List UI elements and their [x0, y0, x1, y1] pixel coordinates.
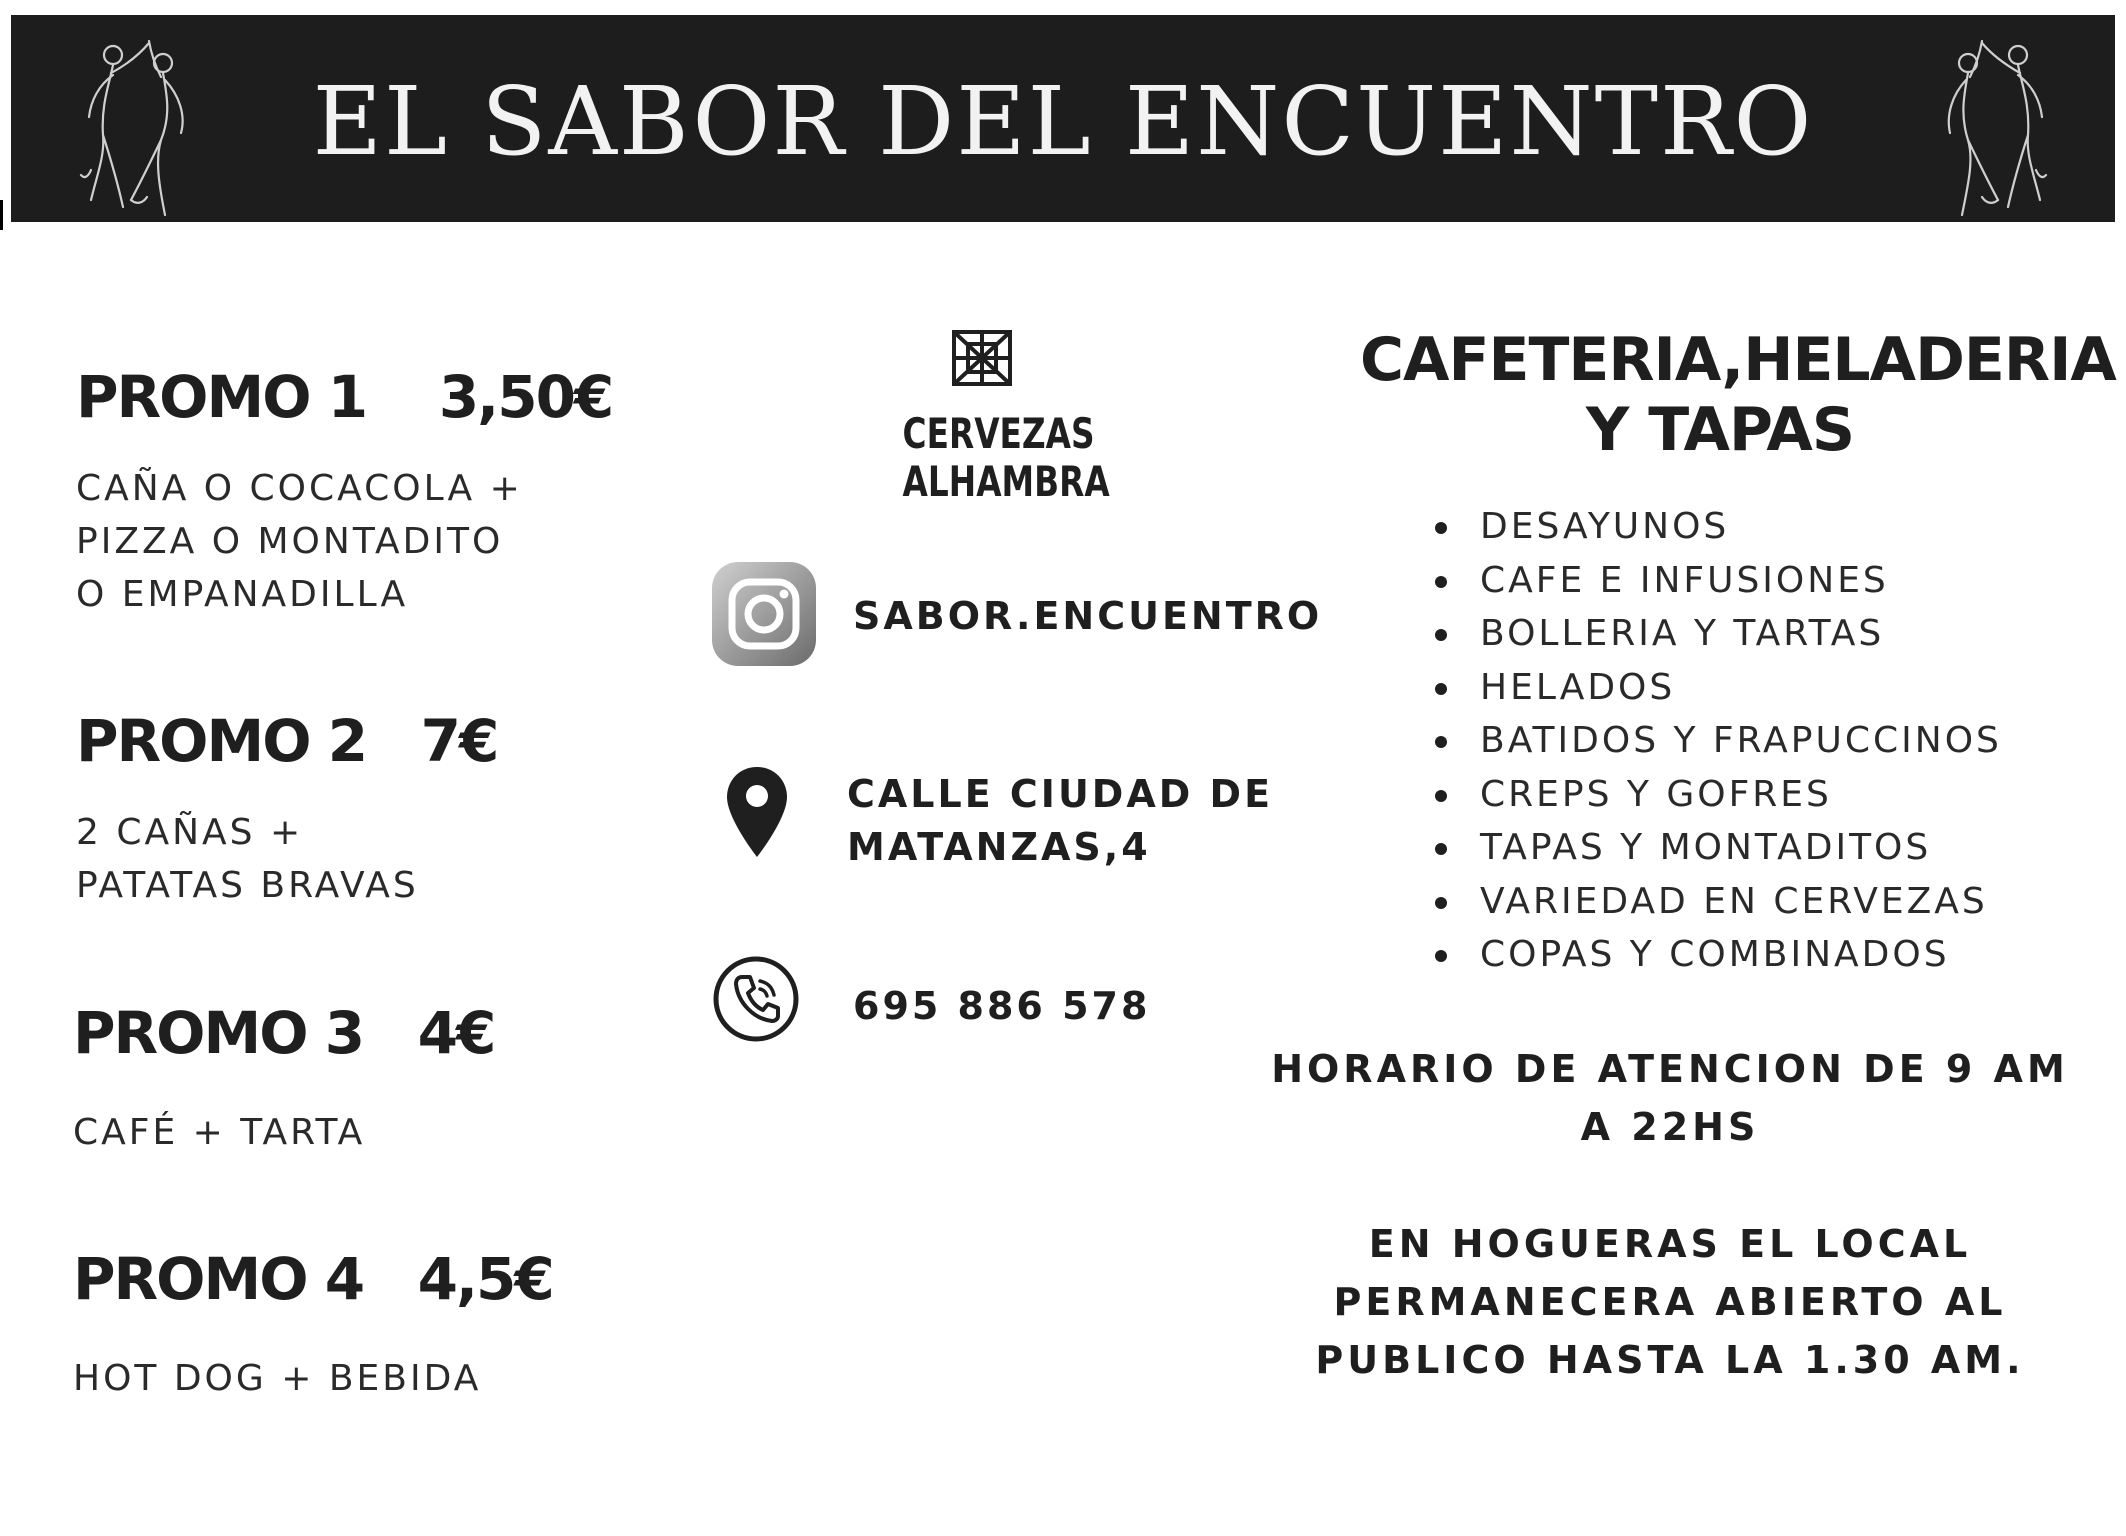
header-banner: [11, 15, 2115, 222]
services-list: [1430, 500, 2002, 982]
promo-2: [76, 707, 498, 912]
address-text: CALLE CIUDAD DE MATANZAS,4: [847, 772, 1274, 869]
service-label: CREPS Y GOFRES: [1480, 773, 1832, 815]
brand-name: CERVEZAS ALHAMBRA: [902, 409, 1110, 506]
list-item: [1430, 875, 2002, 929]
promo-3: [73, 999, 495, 1159]
banner-title: EL SABOR DEL ENCUENTRO: [312, 67, 1814, 177]
bullet-icon: [1435, 843, 1447, 855]
promo-title: PROMO 1 3,50€: [76, 363, 613, 431]
promo-title: PROMO 2 7€: [76, 707, 498, 775]
service-label: BOLLERIA Y TARTAS: [1480, 613, 1885, 654]
promo-title: PROMO 4 4,5€: [73, 1245, 553, 1313]
bullet-icon: [1435, 736, 1447, 748]
instagram-handle[interactable]: SABOR.ENCUENTRO: [853, 594, 1323, 638]
service-label: DESAYUNOS: [1480, 506, 1730, 547]
promo-description: CAÑA O COCACOLA + PIZZA O MONTADITO O EMPANADILLA: [76, 468, 523, 615]
list-item: [1430, 714, 2002, 768]
promo-description: 2 CAÑAS + PATATAS BRAVAS: [76, 812, 419, 906]
list-item: [1430, 928, 2002, 982]
bullet-icon: [1435, 950, 1447, 962]
services-heading: CAFETERIA,HELADERIA Y TAPAS: [1360, 325, 2116, 465]
alhambra-ornament-icon: [950, 328, 1014, 388]
promo-1: [76, 363, 613, 621]
bullet-icon: [1435, 576, 1447, 588]
bullet-icon: [1435, 897, 1447, 909]
bullet-icon: [1435, 683, 1447, 695]
list-item: [1430, 607, 2002, 661]
list-item: [1430, 554, 2002, 608]
service-label: COPAS Y COMBINADOS: [1480, 934, 1950, 975]
service-label: HELADOS: [1480, 666, 1676, 708]
phone-number[interactable]: 695 886 578: [853, 984, 1151, 1028]
promo-4: [73, 1245, 553, 1405]
schedule-text: HORARIO DE ATENCION DE 9 AM A 22HS: [1271, 1047, 2069, 1149]
phone-icon[interactable]: [712, 955, 800, 1043]
promo-description: CAFÉ + TARTA: [73, 1112, 366, 1153]
list-item: [1430, 768, 2002, 822]
instagram-icon[interactable]: [712, 562, 816, 666]
service-label: BATIDOS Y FRAPUCCINOS: [1480, 720, 2002, 761]
promo-title: PROMO 3 4€: [73, 999, 495, 1067]
list-item: [1430, 500, 2002, 554]
hogueras-notice: EN HOGUERAS EL LOCAL PERMANECERA ABIERTO AL PUBLICO HASTA LA 1.30 AM.: [1315, 1222, 2025, 1382]
dancers-illustration-right: [1906, 25, 2076, 225]
bullet-icon: [1435, 629, 1447, 641]
page-edge-mark: [0, 200, 3, 230]
bullet-icon: [1435, 790, 1447, 802]
list-item: [1430, 661, 2002, 715]
location-pin-icon: [725, 765, 789, 859]
service-label: CAFE E INFUSIONES: [1480, 559, 1889, 601]
list-item: [1430, 821, 2002, 875]
service-label: TAPAS Y MONTADITOS: [1480, 827, 1932, 868]
promo-description: HOT DOG + BEBIDA: [73, 1358, 482, 1399]
service-label: VARIEDAD EN CERVEZAS: [1480, 880, 1988, 922]
brand-logo-text: [902, 409, 1110, 506]
bullet-icon: [1435, 522, 1447, 534]
